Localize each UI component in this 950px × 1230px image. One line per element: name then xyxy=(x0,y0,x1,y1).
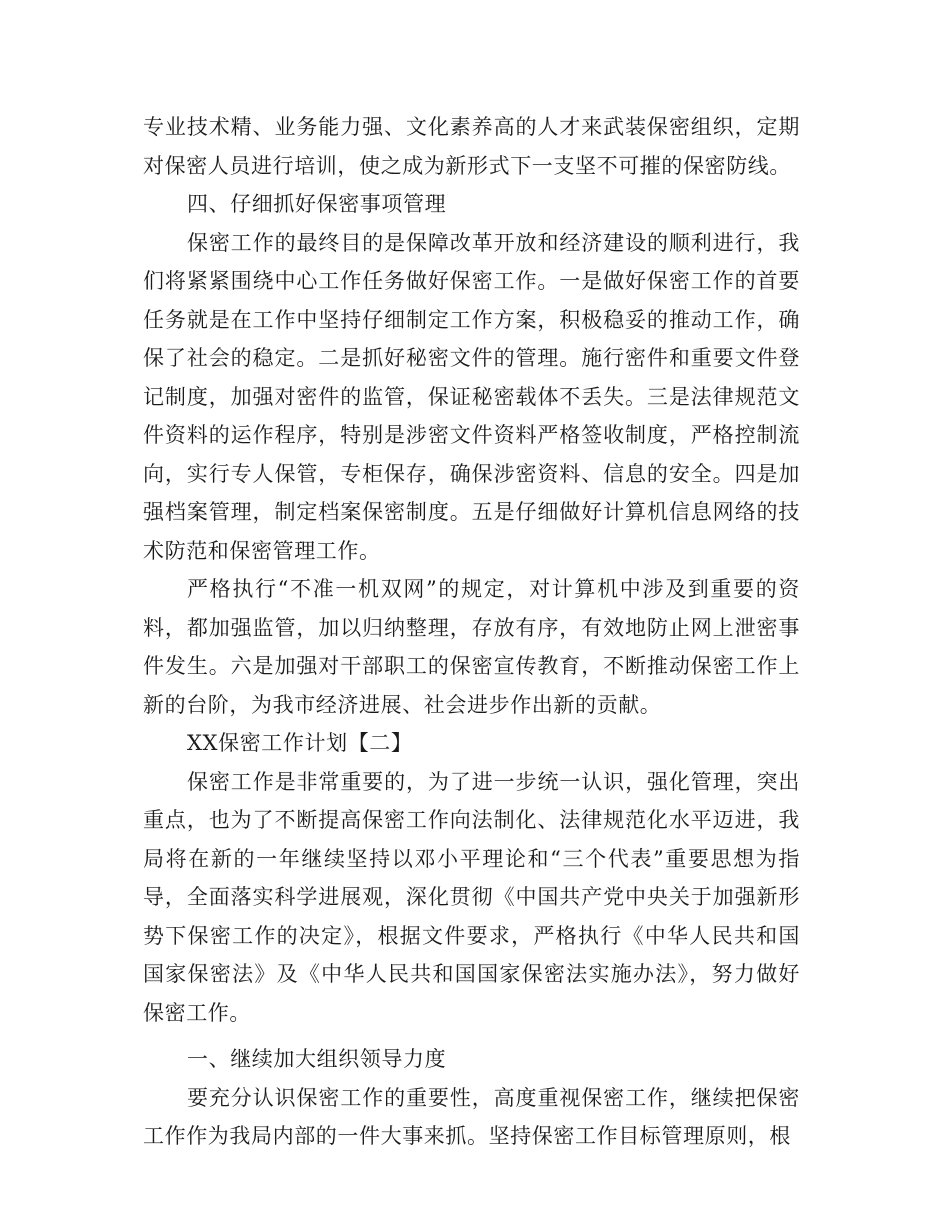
section-heading-four: 四、仔细抓好保密事项管理 xyxy=(187,192,447,216)
paragraph-secrecy-management: 保密工作的最终目的是保障改革开放和经济建设的顺利进行，我们将紧紧围绕中心工作任务做好保密工作。一是做好保密工作的首要任务就是在工作中坚持仔细制定工作方案，积极稳妥的推动工作，确保了社会的稳定。二是抓好秘密文件的管理。施行密件和重要文件登记制度，加强对密件的监管，保证秘密载体不丢失。三是法律规范文件资料的运作程序，特别是涉密文件资料严格签收制度，严格控制流向，实行专人保管，专柜保存，确保涉密资料、信息的安全。四是加强档案管理，制定档案保密制度。五是仔细做好计算机信息网络的技术防范和保密管理工作。 xyxy=(143,230,800,563)
plan-title-two: XX保密工作计划【二】 xyxy=(187,731,413,755)
paragraph-leadership: 要充分认识保密工作的重要性，高度重视保密工作，继续把保密工作作为我局内部的一件大事来抓。坚持保密工作目标管理原则，根 xyxy=(143,1085,800,1148)
document-body xyxy=(143,108,800,1156)
paragraph-continuation: 专业技术精、业务能力强、文化素养高的人才来武装保密组织，定期对保密人员进行培训，使之成为新形式下一支坚不可摧的保密防线。 xyxy=(143,115,800,178)
paragraph-plan-intro: 保密工作是非常重要的，为了进一步统一认识，强化管理，突出重点，也为了不断提高保密工作向法制化、法律规范化水平迈进，我局将在新的一年继续坚持以邓小平理论和“三个代表”重要思想为指导，全面落实科学进展观，深化贯彻《中国共产党中央关于加强新形势下保密工作的决定》，根据文件要求，严格执行《中华人民共和国国家保密法》及《中华人民共和国国家保密法实施办法》，努力做好保密工作。 xyxy=(143,769,800,1025)
section-heading-one: 一、继续加大组织领导力度 xyxy=(187,1047,447,1071)
paragraph-network-rules: 严格执行“不准一机双网”的规定，对计算机中涉及到重要的资料，都加强监管，加以归纳整理，存放有序，有效地防止网上泄密事件发生。六是加强对干部职工的保密宣传教育，不断推动保密工作上新的台阶，为我市经济进展、社会进步作出新的贡献。 xyxy=(143,577,800,717)
